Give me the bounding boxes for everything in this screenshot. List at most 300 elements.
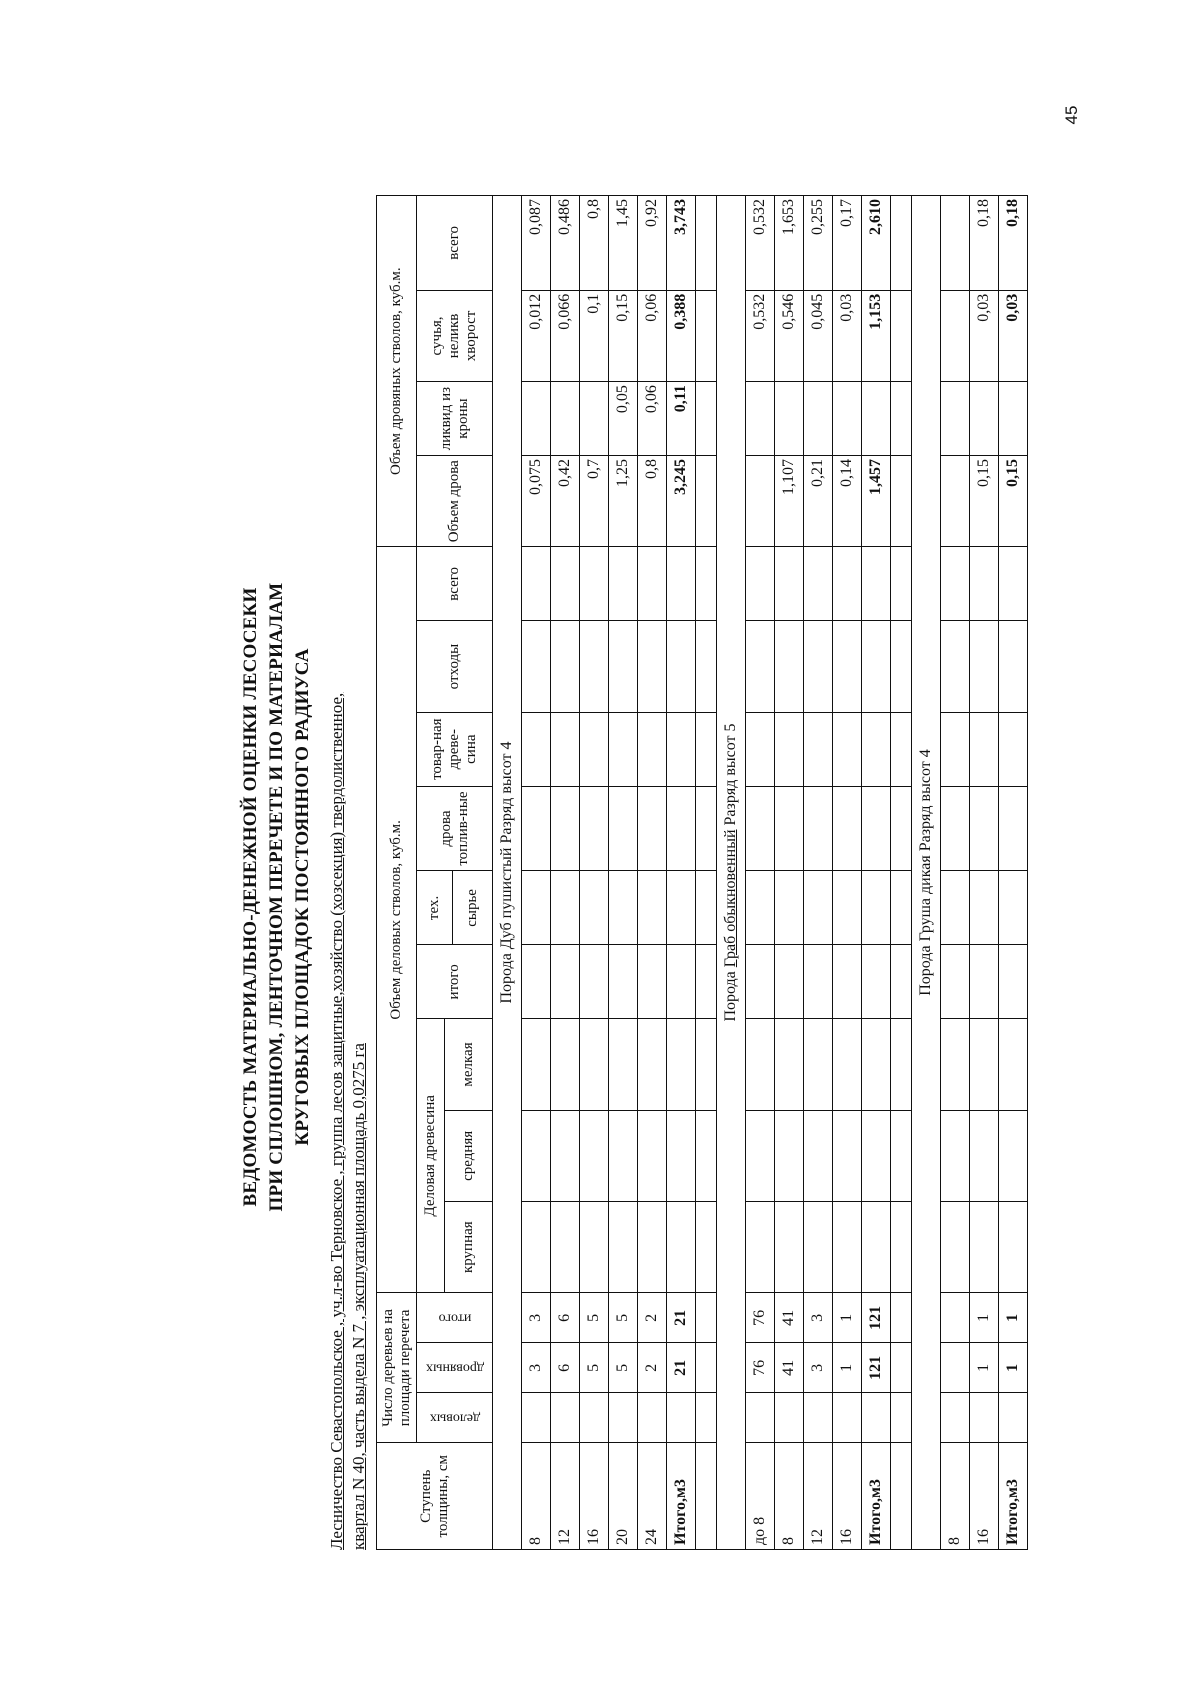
header-othody: отходы	[417, 621, 493, 712]
cell-vsego: 0,255	[804, 196, 833, 291]
cell-del	[551, 1393, 580, 1443]
cell-empty	[999, 786, 1028, 871]
cell-del	[862, 1393, 891, 1443]
cell-empty	[522, 621, 551, 712]
cell-empty	[999, 1202, 1028, 1293]
cell-empty	[638, 786, 667, 871]
cell-empty	[970, 1202, 999, 1293]
cell-obem	[941, 456, 970, 547]
cell-empty	[696, 712, 717, 786]
cell-empty	[580, 786, 609, 871]
cell-itogo: 121	[862, 1293, 891, 1343]
cell-empty	[891, 712, 912, 786]
cell-empty	[746, 712, 775, 786]
cell-del	[775, 1393, 804, 1443]
cell-empty	[941, 1019, 970, 1110]
cell-empty	[970, 712, 999, 786]
cell-obem: 0,7	[580, 456, 609, 547]
cell-del	[941, 1393, 970, 1443]
valuation-table	[376, 195, 1028, 1550]
cell-empty	[696, 547, 717, 621]
cell-itogo: 1	[970, 1293, 999, 1343]
cell-stage: 16	[970, 1443, 999, 1550]
cell-drov: 1	[970, 1343, 999, 1393]
cell-likvid	[551, 382, 580, 456]
cell-empty	[580, 621, 609, 712]
cell-empty	[833, 621, 862, 712]
cell-likvid	[941, 382, 970, 456]
cell-empty	[746, 1019, 775, 1110]
cell-obem: 1,107	[775, 456, 804, 547]
cell-empty	[580, 871, 609, 945]
header-syrye: сырье	[453, 871, 493, 945]
cell-empty	[891, 871, 912, 945]
cell-empty	[609, 1202, 638, 1293]
cell-suchya: 0,06	[638, 290, 667, 381]
cell-obem: 0,14	[833, 456, 862, 547]
table-total-row	[999, 196, 1028, 1550]
cell-likvid	[580, 382, 609, 456]
cell-vsego: 3,743	[667, 196, 696, 291]
cell-empty	[970, 547, 999, 621]
cell-empty	[551, 621, 580, 712]
forestry-info	[326, 182, 370, 1550]
cell-empty	[638, 1202, 667, 1293]
cell-empty	[941, 1110, 970, 1201]
cell-empty	[696, 196, 717, 291]
cell-drov: 2	[638, 1343, 667, 1393]
cell-empty	[638, 1110, 667, 1201]
cell-empty	[775, 1110, 804, 1201]
cell-empty	[580, 712, 609, 786]
cell-stage: 24	[638, 1443, 667, 1550]
cell-stage: 16	[580, 1443, 609, 1550]
cell-likvid: 0,05	[609, 382, 638, 456]
header-count-delovykh: деловых	[417, 1393, 493, 1443]
cell-empty	[999, 712, 1028, 786]
cell-empty	[833, 945, 862, 1019]
cell-empty	[941, 871, 970, 945]
cell-empty	[580, 547, 609, 621]
document-sheet	[238, 182, 1021, 1612]
cell-itogo: 3	[804, 1293, 833, 1343]
cell-stage: Итого,м3	[667, 1443, 696, 1550]
cell-empty	[609, 945, 638, 1019]
cell-empty	[696, 871, 717, 945]
cell-itogo: 1	[833, 1293, 862, 1343]
cell-empty	[891, 621, 912, 712]
cell-drov: 6	[551, 1343, 580, 1393]
cell-empty	[638, 547, 667, 621]
cell-suchya: 1,153	[862, 290, 891, 381]
cell-empty	[891, 196, 912, 291]
cell-empty	[522, 945, 551, 1019]
cell-empty	[862, 547, 891, 621]
cell-empty	[551, 1019, 580, 1110]
table-row	[638, 196, 667, 1550]
cell-del	[522, 1393, 551, 1443]
cell-empty	[891, 786, 912, 871]
cell-empty	[941, 621, 970, 712]
cell-vsego	[941, 196, 970, 291]
cell-empty	[775, 786, 804, 871]
cell-empty	[970, 786, 999, 871]
cell-stage: 12	[551, 1443, 580, 1550]
cell-del	[746, 1393, 775, 1443]
cell-empty	[862, 786, 891, 871]
cell-empty	[891, 1202, 912, 1293]
cell-empty	[804, 871, 833, 945]
cell-empty	[580, 945, 609, 1019]
cell-empty	[638, 712, 667, 786]
cell-empty	[999, 547, 1028, 621]
cell-obem	[746, 456, 775, 547]
plot-info-line: квартал N 40, часть выдела N 7 , эксплуатационная площадь 0,0275 га	[349, 1043, 368, 1550]
cell-empty	[999, 945, 1028, 1019]
cell-stage: 12	[804, 1443, 833, 1550]
cell-empty	[551, 547, 580, 621]
cell-drov: 3	[804, 1343, 833, 1393]
cell-empty	[609, 1019, 638, 1110]
cell-likvid: 0,11	[667, 382, 696, 456]
cell-empty	[941, 786, 970, 871]
species-label-text: Порода Груша дикая Разряд высот 4	[917, 749, 934, 996]
header-vsego: всего	[417, 547, 493, 621]
cell-itogo: 6	[551, 1293, 580, 1343]
cell-empty	[833, 1019, 862, 1110]
cell-empty	[862, 871, 891, 945]
cell-del	[970, 1393, 999, 1443]
cell-empty	[891, 945, 912, 1019]
cell-empty	[522, 712, 551, 786]
cell-empty	[638, 871, 667, 945]
cell-empty	[862, 1019, 891, 1110]
cell-likvid	[833, 382, 862, 456]
cell-empty	[999, 871, 1028, 945]
cell-suchya: 0,03	[833, 290, 862, 381]
cell-empty	[696, 456, 717, 547]
cell-drov: 1	[999, 1343, 1028, 1393]
cell-empty	[746, 1110, 775, 1201]
cell-stage: 8	[522, 1443, 551, 1550]
cell-vsego: 0,087	[522, 196, 551, 291]
cell-empty	[804, 786, 833, 871]
cell-empty	[833, 871, 862, 945]
document-title	[238, 182, 316, 1612]
cell-empty	[970, 945, 999, 1019]
cell-likvid	[775, 382, 804, 456]
species-section-row	[493, 196, 522, 1550]
table-row	[941, 196, 970, 1550]
cell-vsego: 0,18	[970, 196, 999, 291]
cell-empty	[999, 1110, 1028, 1201]
cell-empty	[638, 621, 667, 712]
cell-empty	[667, 945, 696, 1019]
cell-obem: 0,15	[999, 456, 1028, 547]
cell-empty	[696, 1343, 717, 1393]
cell-del	[804, 1393, 833, 1443]
cell-vsego: 0,17	[833, 196, 862, 291]
header-delovaya-drevesina: Деловая древесина	[417, 1019, 445, 1293]
cell-empty	[746, 945, 775, 1019]
cell-empty	[891, 1110, 912, 1201]
title-line: КРУГОВЫХ ПЛОЩАДОК ПОСТОЯННОГО РАДИУСА	[292, 648, 313, 1146]
cell-empty	[862, 712, 891, 786]
cell-drov: 5	[609, 1343, 638, 1393]
cell-empty	[833, 1110, 862, 1201]
cell-empty	[522, 786, 551, 871]
cell-empty	[609, 786, 638, 871]
header-suchya: сучья, неликв хворост	[417, 290, 493, 381]
cell-empty	[970, 871, 999, 945]
cell-stage: Итого,м3	[862, 1443, 891, 1550]
cell-del	[999, 1393, 1028, 1443]
cell-likvid	[522, 382, 551, 456]
cell-stage: 16	[833, 1443, 862, 1550]
cell-empty	[696, 945, 717, 1019]
species-height-class: Разряд высот 5	[722, 723, 739, 830]
cell-del	[638, 1393, 667, 1443]
cell-drov: 3	[522, 1343, 551, 1393]
table-row	[833, 196, 862, 1550]
header-drova-toplivnye: дрова топлив-ные	[417, 786, 493, 871]
cell-empty	[891, 1343, 912, 1393]
cell-empty	[551, 786, 580, 871]
species-label	[717, 196, 746, 1550]
cell-empty	[696, 1110, 717, 1201]
title-line: ПРИ СПЛОШНОМ, ЛЕНТОЧНОМ ПЕРЕЧЕТЕ И ПО МАТЕРИАЛАМ	[266, 582, 287, 1212]
cell-stage: 8	[941, 1443, 970, 1550]
cell-del	[609, 1393, 638, 1443]
cell-drov	[941, 1343, 970, 1393]
cell-suchya: 0,15	[609, 290, 638, 381]
cell-empty	[609, 621, 638, 712]
cell-empty	[696, 1019, 717, 1110]
cell-empty	[746, 871, 775, 945]
cell-suchya: 0,388	[667, 290, 696, 381]
cell-drov: 76	[746, 1343, 775, 1393]
cell-empty	[696, 1293, 717, 1343]
spacer-row	[696, 196, 717, 1550]
cell-empty	[580, 1019, 609, 1110]
header-srednyaya: средняя	[445, 1110, 493, 1201]
cell-empty	[580, 1110, 609, 1201]
cell-vsego: 0,92	[638, 196, 667, 291]
cell-suchya: 0,1	[580, 290, 609, 381]
cell-suchya: 0,03	[970, 290, 999, 381]
header-tovarnaya: товар-ная древе-сина	[417, 712, 493, 786]
cell-empty	[775, 1202, 804, 1293]
table-row	[580, 196, 609, 1550]
cell-drov: 21	[667, 1343, 696, 1393]
cell-vsego: 2,610	[862, 196, 891, 291]
cell-suchya: 0,03	[999, 290, 1028, 381]
cell-itogo: 76	[746, 1293, 775, 1343]
cell-empty	[696, 786, 717, 871]
cell-empty	[638, 1019, 667, 1110]
cell-empty	[999, 1019, 1028, 1110]
cell-itogo: 2	[638, 1293, 667, 1343]
header-delovye-group: Объем деловых стволов, куб.м.	[377, 547, 417, 1293]
cell-empty	[522, 1019, 551, 1110]
cell-vsego: 0,532	[746, 196, 775, 291]
table-row	[970, 196, 999, 1550]
cell-empty	[804, 945, 833, 1019]
cell-empty	[970, 1019, 999, 1110]
species-label-text: Порода	[722, 967, 739, 1022]
cell-likvid	[970, 382, 999, 456]
cell-vsego: 0,486	[551, 196, 580, 291]
species-section-row	[717, 196, 746, 1550]
cell-empty	[999, 621, 1028, 712]
cell-empty	[804, 712, 833, 786]
cell-empty	[609, 871, 638, 945]
cell-empty	[746, 621, 775, 712]
table-row	[746, 196, 775, 1550]
cell-empty	[833, 547, 862, 621]
cell-empty	[891, 1019, 912, 1110]
cell-drov: 1	[833, 1343, 862, 1393]
cell-obem: 0,8	[638, 456, 667, 547]
cell-vsego: 1,653	[775, 196, 804, 291]
species-label-text: Порода Дуб пушистый Разряд высот 4	[498, 741, 515, 1004]
cell-empty	[696, 290, 717, 381]
cell-empty	[667, 1019, 696, 1110]
cell-empty	[775, 945, 804, 1019]
table-row	[609, 196, 638, 1550]
cell-empty	[522, 1110, 551, 1201]
forestry-info-line: Лесничество Севастопольское , уч.л-во Терновское , группа лесов защитные,хозяйство (хозсекция) твердолиственное,	[327, 692, 346, 1550]
cell-empty	[609, 547, 638, 621]
cell-empty	[941, 1202, 970, 1293]
cell-obem: 0,15	[970, 456, 999, 547]
cell-likvid	[804, 382, 833, 456]
cell-empty	[775, 871, 804, 945]
cell-empty	[862, 945, 891, 1019]
header-count-group: Число деревьев на площади перечета	[377, 1293, 417, 1443]
cell-suchya: 0,066	[551, 290, 580, 381]
cell-del	[580, 1393, 609, 1443]
cell-empty	[833, 1202, 862, 1293]
header-itogo: итого	[417, 945, 493, 1019]
cell-empty	[551, 871, 580, 945]
cell-likvid	[999, 382, 1028, 456]
cell-empty	[580, 1202, 609, 1293]
cell-suchya: 0,012	[522, 290, 551, 381]
header-count-drovyanykh: дровяных	[417, 1343, 493, 1393]
table-row	[522, 196, 551, 1550]
cell-empty	[941, 712, 970, 786]
cell-empty	[775, 547, 804, 621]
cell-empty	[551, 945, 580, 1019]
cell-itogo: 1	[999, 1293, 1028, 1343]
cell-stage: до 8	[746, 1443, 775, 1550]
cell-empty	[891, 547, 912, 621]
cell-empty	[862, 1110, 891, 1201]
cell-empty	[775, 712, 804, 786]
cell-empty	[804, 1110, 833, 1201]
cell-obem: 3,245	[667, 456, 696, 547]
cell-empty	[804, 1202, 833, 1293]
header-drovyanye-group: Объем дровяных стволов, куб.м.	[377, 196, 417, 547]
cell-empty	[891, 456, 912, 547]
cell-suchya: 0,546	[775, 290, 804, 381]
table-row	[551, 196, 580, 1550]
cell-empty	[667, 621, 696, 712]
cell-suchya: 0,045	[804, 290, 833, 381]
table-total-row	[862, 196, 891, 1550]
header-stage: Ступень толщины, см	[377, 1443, 493, 1550]
cell-empty	[775, 621, 804, 712]
cell-likvid: 0,06	[638, 382, 667, 456]
cell-empty	[551, 712, 580, 786]
cell-empty	[746, 547, 775, 621]
cell-obem: 1,457	[862, 456, 891, 547]
cell-del	[667, 1393, 696, 1443]
table-row	[804, 196, 833, 1550]
table-total-row	[667, 196, 696, 1550]
cell-empty	[638, 945, 667, 1019]
cell-obem: 1,25	[609, 456, 638, 547]
cell-empty	[941, 547, 970, 621]
cell-empty	[970, 1110, 999, 1201]
cell-itogo: 5	[609, 1293, 638, 1343]
cell-empty	[804, 547, 833, 621]
cell-del	[833, 1393, 862, 1443]
cell-drov: 5	[580, 1343, 609, 1393]
cell-likvid	[862, 382, 891, 456]
cell-empty	[522, 1202, 551, 1293]
cell-itogo: 41	[775, 1293, 804, 1343]
cell-empty	[833, 786, 862, 871]
cell-empty	[551, 1202, 580, 1293]
cell-stage: Итого,м3	[999, 1443, 1028, 1550]
cell-empty	[609, 712, 638, 786]
cell-empty	[862, 621, 891, 712]
cell-drov: 121	[862, 1343, 891, 1393]
cell-stage: 20	[609, 1443, 638, 1550]
cell-empty	[746, 786, 775, 871]
cell-itogo: 3	[522, 1293, 551, 1343]
cell-empty	[522, 547, 551, 621]
species-name: Граб обыкновенный	[722, 829, 739, 968]
cell-drov: 41	[775, 1343, 804, 1393]
cell-vsego: 0,8	[580, 196, 609, 291]
header-krupnaya: крупная	[445, 1202, 493, 1293]
cell-empty	[696, 382, 717, 456]
cell-empty	[891, 1293, 912, 1343]
cell-empty	[667, 1202, 696, 1293]
header-teh: тех.	[417, 871, 453, 945]
cell-likvid	[746, 382, 775, 456]
cell-empty	[696, 1202, 717, 1293]
header-melkaya: мелкая	[445, 1019, 493, 1110]
cell-empty	[696, 1443, 717, 1550]
cell-itogo: 21	[667, 1293, 696, 1343]
cell-obem: 0,42	[551, 456, 580, 547]
species-label	[493, 196, 522, 1550]
cell-empty	[667, 871, 696, 945]
cell-empty	[696, 621, 717, 712]
cell-empty	[804, 1019, 833, 1110]
cell-itogo	[941, 1293, 970, 1343]
header-obem-drova: Объем дрова	[417, 456, 493, 547]
cell-empty	[696, 1393, 717, 1443]
cell-empty	[667, 712, 696, 786]
cell-empty	[941, 945, 970, 1019]
cell-empty	[551, 1110, 580, 1201]
cell-empty	[862, 1202, 891, 1293]
